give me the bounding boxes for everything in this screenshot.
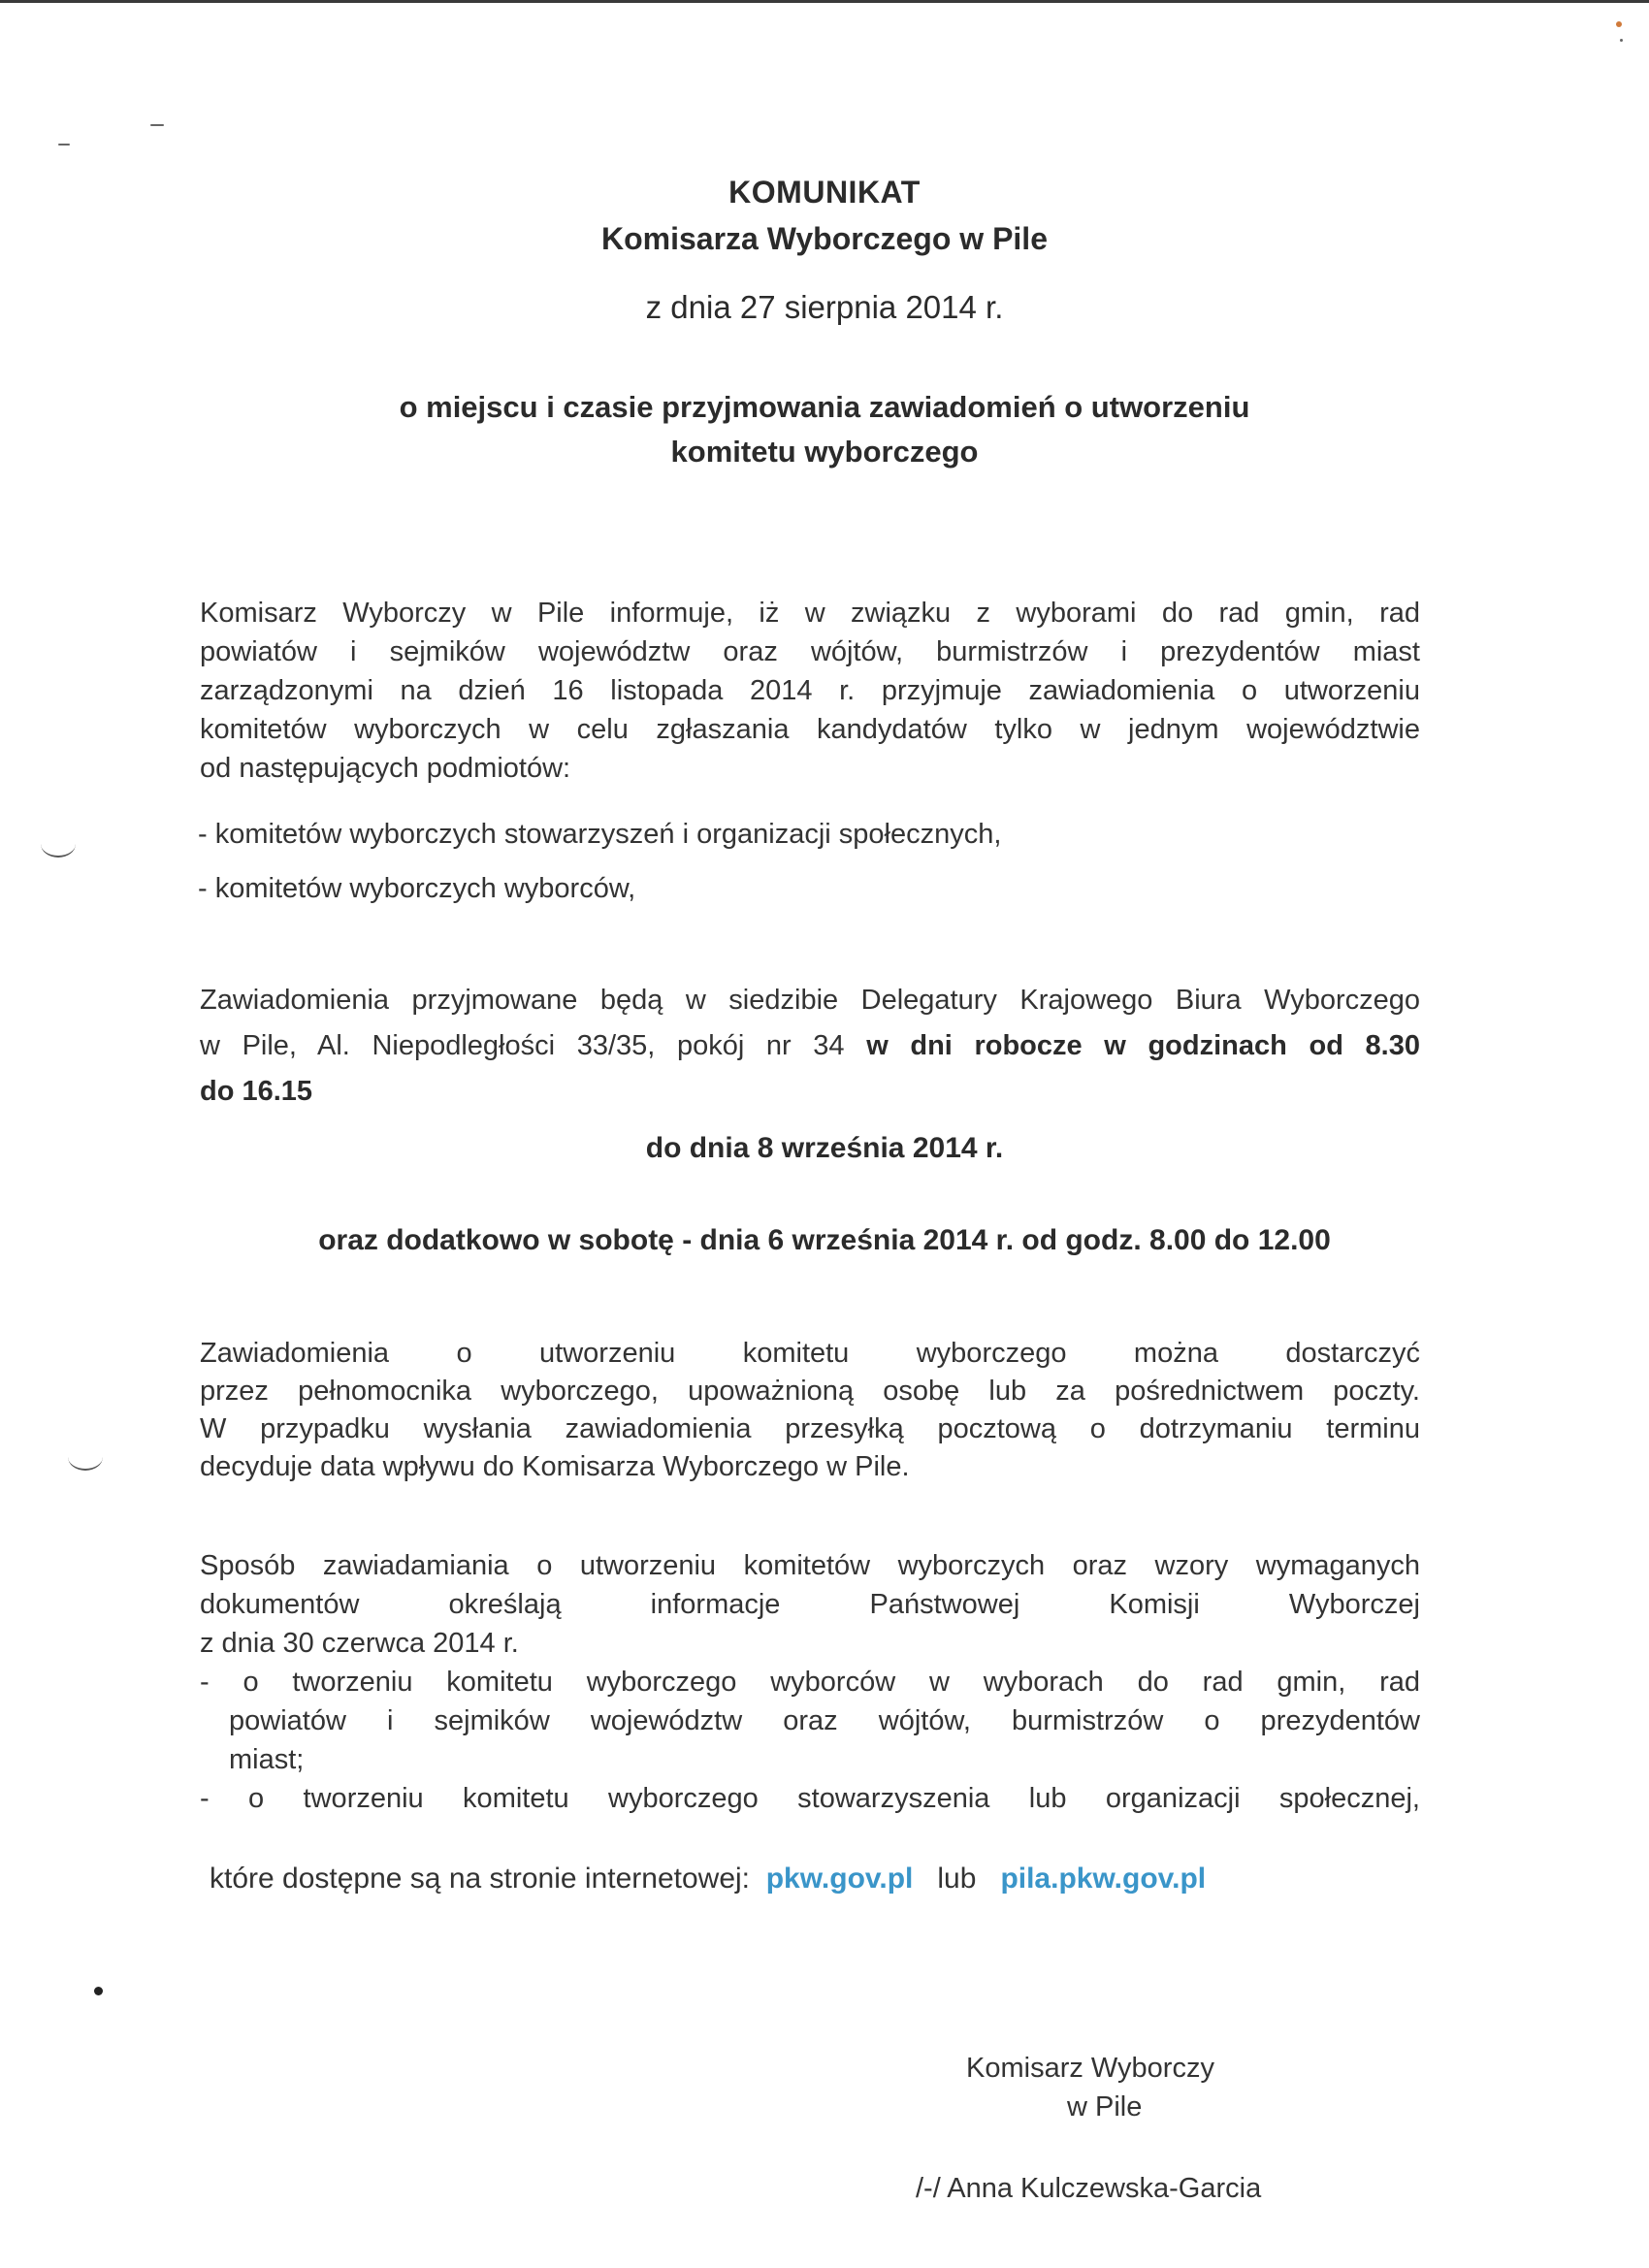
scan-speck — [150, 124, 164, 126]
method-line: Sposób zawiadamiania o utworzeniu komitetów wyborczych oraz wzory wymaganych — [200, 1550, 1420, 1581]
delivery-line: decyduje data wpływu do Komisarza Wyborczego w Pile. — [200, 1451, 910, 1482]
location-paragraph — [200, 978, 1420, 1115]
document-topic-line2: komitetu wyborczego — [670, 435, 979, 469]
scan-edge — [0, 0, 1649, 3]
location-address: w Pile, Al. Niepodległości 33/35, pokój nr 34 — [200, 1030, 845, 1061]
location-days: w dni robocze w — [866, 1030, 1126, 1061]
method-item-line: miast; — [229, 1744, 305, 1775]
delivery-line: Zawiadomienia o utworzeniu komitetu wyborczego można dostarczyć — [200, 1338, 1420, 1369]
method-line: z dnia 30 czerwca 2014 r. — [200, 1628, 519, 1659]
location-hours-to: do 16.15 — [200, 1076, 313, 1107]
intro-line: zarządzonymi na dzień 16 listopada 2014 r. przyjmuje zawiadomienia o utworzeniu — [200, 675, 1420, 706]
scan-mark — [41, 830, 76, 858]
scan-speck — [1620, 39, 1623, 42]
saturday-hours: oraz dodatkowo w sobotę - dnia 6 września 2014 r. od godz. 8.00 do 12.00 — [318, 1224, 1331, 1256]
scan-mark — [68, 1443, 103, 1471]
signature-place: w Pile — [1067, 2091, 1143, 2122]
document-date: z dnia 27 sierpnia 2014 r. — [645, 289, 1004, 325]
list-item: - komitetów wyborczych wyborców, — [198, 873, 636, 904]
method-item-line: powiatów i sejmików województw oraz wójtów, burmistrzów o prezydentów — [229, 1705, 1420, 1736]
document-topic-line1: o miejscu i czasie przyjmowania zawiadomień o utworzeniu — [399, 390, 1250, 424]
location-hours-from: od 8.30 — [1309, 1030, 1420, 1061]
signature-name: /-/ Anna Kulczewska-Garcia — [916, 2173, 1262, 2204]
method-paragraph — [200, 1546, 1420, 1818]
intro-line: od następujących podmiotów: — [200, 753, 571, 784]
deadline: do dnia 8 września 2014 r. — [645, 1132, 1004, 1164]
location-line — [200, 1023, 1420, 1069]
method-item-line: - o tworzeniu komitetu wyborczego wyborców w wyborach do rad gmin, rad — [200, 1667, 1420, 1698]
link-pila-pkw[interactable]: pila.pkw.gov.pl — [1000, 1863, 1207, 1895]
intro-line: powiatów i sejmików województw oraz wójtów, burmistrzów i prezydentów miast — [200, 636, 1420, 667]
intro-paragraph — [200, 594, 1420, 788]
document-subtitle: Komisarza Wyborczego w Pile — [601, 221, 1048, 256]
delivery-paragraph — [200, 1335, 1420, 1486]
scan-speck — [58, 144, 70, 146]
delivery-line: W przypadku wysłania zawiadomienia przesyłką pocztową o dotrzymaniu terminu — [200, 1413, 1420, 1444]
link-pkw[interactable]: pkw.gov.pl — [765, 1863, 914, 1895]
website-links — [210, 1863, 1206, 1895]
links-separator: lub — [937, 1863, 977, 1895]
method-item-line: - o tworzeniu komitetu wyborczego stowarzyszenia lub organizacji społecznej, — [200, 1783, 1420, 1814]
document-title: KOMUNIKAT — [728, 175, 921, 210]
list-item: - komitetów wyborczych stowarzyszeń i organizacji społecznych, — [198, 819, 1002, 850]
delivery-line: przez pełnomocnika wyborczego, upoważnioną osobę lub za pośrednictwem poczty. — [200, 1376, 1420, 1407]
entity-list — [198, 807, 1418, 916]
location-hours-label: godzinach — [1148, 1030, 1287, 1061]
intro-line: komitetów wyborczych w celu zgłaszania kandydatów tylko w jednym województwie — [200, 714, 1420, 745]
links-prefix: które dostępne są na stronie internetowej: — [210, 1863, 751, 1895]
intro-line: Komisarz Wyborczy w Pile informuje, iż w związku z wyborami do rad gmin, rad — [200, 598, 1420, 629]
location-line: Zawiadomienia przyjmowane będą w siedzibie Delegatury Krajowego Biura Wyborczego — [200, 985, 1420, 1016]
scan-speck — [1616, 21, 1622, 27]
signature-role: Komisarz Wyborczy — [966, 2053, 1214, 2084]
method-line: dokumentów określają informacje Państwowej Komisji Wyborczej — [200, 1589, 1420, 1620]
scan-speck — [94, 1987, 103, 1995]
